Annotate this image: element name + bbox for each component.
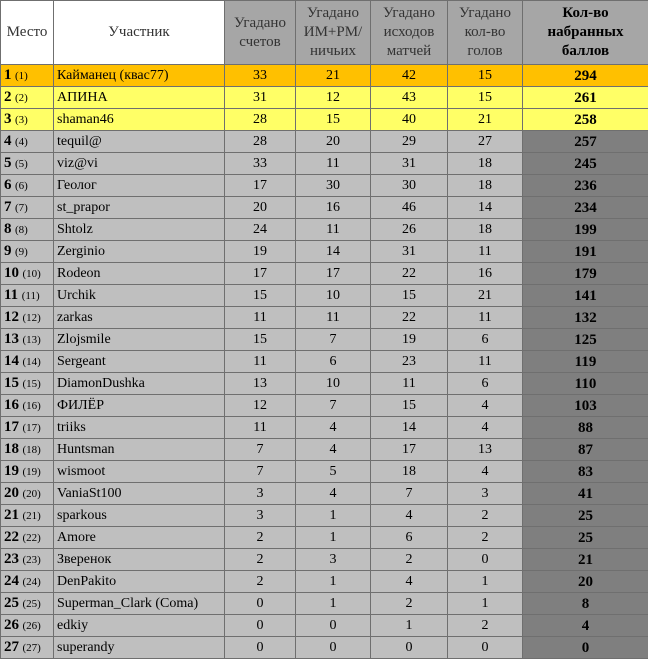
im-rm-draws-cell: 7 bbox=[296, 395, 371, 417]
goals-cell: 4 bbox=[448, 395, 523, 417]
scores-cell: 12 bbox=[225, 395, 296, 417]
place-cell bbox=[1, 285, 54, 307]
total-points-cell: 261 bbox=[523, 87, 648, 109]
scores-cell: 28 bbox=[225, 131, 296, 153]
outcomes-cell: 26 bbox=[371, 219, 448, 241]
participant-name: shaman46 bbox=[54, 109, 225, 131]
table-row bbox=[1, 109, 648, 131]
goals-cell: 21 bbox=[448, 285, 523, 307]
participant-name: edkiy bbox=[54, 615, 225, 637]
place-number: 12 bbox=[4, 309, 19, 325]
im-rm-draws-cell: 0 bbox=[296, 637, 371, 659]
previous-place: (15) bbox=[23, 378, 41, 390]
header-goals-text: Угадано кол-во голов bbox=[448, 4, 522, 61]
previous-place: (5) bbox=[15, 158, 28, 170]
previous-place: (23) bbox=[23, 554, 41, 566]
place-number: 2 bbox=[4, 89, 12, 105]
table-row bbox=[1, 571, 648, 593]
outcomes-cell: 46 bbox=[371, 197, 448, 219]
previous-place: (8) bbox=[15, 224, 28, 236]
participant-name: Rodeon bbox=[54, 263, 225, 285]
header-row bbox=[1, 1, 648, 65]
place-number: 20 bbox=[4, 485, 19, 501]
table-row bbox=[1, 219, 648, 241]
place-cell bbox=[1, 307, 54, 329]
place-cell bbox=[1, 109, 54, 131]
outcomes-cell: 4 bbox=[371, 505, 448, 527]
im-rm-draws-cell: 16 bbox=[296, 197, 371, 219]
im-rm-draws-cell: 6 bbox=[296, 351, 371, 373]
total-points-cell: 245 bbox=[523, 153, 648, 175]
goals-cell: 15 bbox=[448, 65, 523, 87]
participant-name: triiks bbox=[54, 417, 225, 439]
header-im-rm-draws bbox=[296, 1, 371, 65]
total-points-cell: 20 bbox=[523, 571, 648, 593]
previous-place: (9) bbox=[15, 246, 28, 258]
total-points-cell: 258 bbox=[523, 109, 648, 131]
participant-name: Кайманец (квас77) bbox=[54, 65, 225, 87]
im-rm-draws-cell: 10 bbox=[296, 285, 371, 307]
goals-cell: 6 bbox=[448, 373, 523, 395]
total-points-cell: 257 bbox=[523, 131, 648, 153]
outcomes-cell: 30 bbox=[371, 175, 448, 197]
participant-name: Urchik bbox=[54, 285, 225, 307]
scores-cell: 2 bbox=[225, 527, 296, 549]
scores-cell: 3 bbox=[225, 505, 296, 527]
previous-place: (19) bbox=[23, 466, 41, 478]
previous-place: (6) bbox=[15, 180, 28, 192]
table-row bbox=[1, 87, 648, 109]
previous-place: (21) bbox=[23, 510, 41, 522]
total-points-cell: 125 bbox=[523, 329, 648, 351]
participant-name: sparkous bbox=[54, 505, 225, 527]
im-rm-draws-cell: 4 bbox=[296, 417, 371, 439]
participant-name: Shtolz bbox=[54, 219, 225, 241]
table-row bbox=[1, 65, 648, 87]
place-cell bbox=[1, 65, 54, 87]
goals-cell: 2 bbox=[448, 615, 523, 637]
table-row bbox=[1, 395, 648, 417]
place-cell bbox=[1, 637, 54, 659]
total-points-cell: 179 bbox=[523, 263, 648, 285]
total-points-cell: 25 bbox=[523, 527, 648, 549]
participant-name: viz@vi bbox=[54, 153, 225, 175]
place-number: 6 bbox=[4, 177, 12, 193]
table-row bbox=[1, 549, 648, 571]
total-points-cell: 236 bbox=[523, 175, 648, 197]
participant-name: DenPakito bbox=[54, 571, 225, 593]
scores-cell: 28 bbox=[225, 109, 296, 131]
place-number: 16 bbox=[4, 397, 19, 413]
im-rm-draws-cell: 5 bbox=[296, 461, 371, 483]
goals-cell: 3 bbox=[448, 483, 523, 505]
header-outcomes bbox=[371, 1, 448, 65]
table-row bbox=[1, 307, 648, 329]
im-rm-draws-cell: 3 bbox=[296, 549, 371, 571]
header-goals bbox=[448, 1, 523, 65]
previous-place: (25) bbox=[23, 598, 41, 610]
place-number: 21 bbox=[4, 507, 19, 523]
table-row bbox=[1, 615, 648, 637]
previous-place: (1) bbox=[15, 70, 28, 82]
header-outcomes-text: Угадано исходов матчей bbox=[371, 4, 447, 61]
table-row bbox=[1, 505, 648, 527]
scores-cell: 15 bbox=[225, 329, 296, 351]
outcomes-cell: 29 bbox=[371, 131, 448, 153]
place-cell bbox=[1, 549, 54, 571]
previous-place: (16) bbox=[23, 400, 41, 412]
place-cell bbox=[1, 87, 54, 109]
place-cell bbox=[1, 175, 54, 197]
total-points-cell: 83 bbox=[523, 461, 648, 483]
place-number: 11 bbox=[4, 287, 18, 303]
participant-name: DiamonDushka bbox=[54, 373, 225, 395]
place-cell bbox=[1, 351, 54, 373]
outcomes-cell: 6 bbox=[371, 527, 448, 549]
place-cell bbox=[1, 395, 54, 417]
place-cell bbox=[1, 571, 54, 593]
im-rm-draws-cell: 11 bbox=[296, 219, 371, 241]
participant-name: Superman_Clark (Coma) bbox=[54, 593, 225, 615]
place-cell bbox=[1, 417, 54, 439]
outcomes-cell: 2 bbox=[371, 549, 448, 571]
place-cell bbox=[1, 329, 54, 351]
table-row bbox=[1, 527, 648, 549]
place-number: 1 bbox=[4, 67, 12, 83]
previous-place: (18) bbox=[23, 444, 41, 456]
goals-cell: 21 bbox=[448, 109, 523, 131]
total-points-cell: 141 bbox=[523, 285, 648, 307]
place-cell bbox=[1, 615, 54, 637]
scores-cell: 11 bbox=[225, 307, 296, 329]
previous-place: (12) bbox=[23, 312, 41, 324]
scores-cell: 7 bbox=[225, 439, 296, 461]
im-rm-draws-cell: 0 bbox=[296, 615, 371, 637]
table-row bbox=[1, 483, 648, 505]
table-row bbox=[1, 175, 648, 197]
table-row bbox=[1, 241, 648, 263]
im-rm-draws-cell: 4 bbox=[296, 483, 371, 505]
scores-cell: 19 bbox=[225, 241, 296, 263]
place-number: 13 bbox=[4, 331, 19, 347]
im-rm-draws-cell: 15 bbox=[296, 109, 371, 131]
outcomes-cell: 7 bbox=[371, 483, 448, 505]
im-rm-draws-cell: 17 bbox=[296, 263, 371, 285]
outcomes-cell: 14 bbox=[371, 417, 448, 439]
im-rm-draws-cell: 1 bbox=[296, 527, 371, 549]
total-points-cell: 199 bbox=[523, 219, 648, 241]
header-total-text: Кол-во набранных баллов bbox=[523, 4, 648, 61]
im-rm-draws-cell: 1 bbox=[296, 571, 371, 593]
scores-cell: 0 bbox=[225, 593, 296, 615]
previous-place: (11) bbox=[22, 290, 40, 302]
outcomes-cell: 23 bbox=[371, 351, 448, 373]
outcomes-cell: 4 bbox=[371, 571, 448, 593]
goals-cell: 14 bbox=[448, 197, 523, 219]
place-cell bbox=[1, 219, 54, 241]
participant-name: АПИНА bbox=[54, 87, 225, 109]
im-rm-draws-cell: 20 bbox=[296, 131, 371, 153]
participant-name: superandy bbox=[54, 637, 225, 659]
goals-cell: 16 bbox=[448, 263, 523, 285]
scores-cell: 13 bbox=[225, 373, 296, 395]
place-cell bbox=[1, 241, 54, 263]
place-number: 25 bbox=[4, 595, 19, 611]
total-points-cell: 132 bbox=[523, 307, 648, 329]
previous-place: (10) bbox=[23, 268, 41, 280]
previous-place: (20) bbox=[23, 488, 41, 500]
im-rm-draws-cell: 14 bbox=[296, 241, 371, 263]
place-number: 18 bbox=[4, 441, 19, 457]
place-cell bbox=[1, 505, 54, 527]
place-number: 27 bbox=[4, 639, 19, 655]
goals-cell: 27 bbox=[448, 131, 523, 153]
scores-cell: 24 bbox=[225, 219, 296, 241]
place-cell bbox=[1, 439, 54, 461]
participant-name: zarkas bbox=[54, 307, 225, 329]
place-number: 26 bbox=[4, 617, 19, 633]
total-points-cell: 103 bbox=[523, 395, 648, 417]
goals-cell: 4 bbox=[448, 461, 523, 483]
place-cell bbox=[1, 373, 54, 395]
table-row bbox=[1, 439, 648, 461]
header-scores bbox=[225, 1, 296, 65]
place-number: 15 bbox=[4, 375, 19, 391]
place-cell bbox=[1, 263, 54, 285]
place-number: 10 bbox=[4, 265, 19, 281]
total-points-cell: 0 bbox=[523, 637, 648, 659]
place-number: 9 bbox=[4, 243, 12, 259]
scores-cell: 17 bbox=[225, 263, 296, 285]
participant-name: Huntsman bbox=[54, 439, 225, 461]
goals-cell: 4 bbox=[448, 417, 523, 439]
place-cell bbox=[1, 593, 54, 615]
total-points-cell: 8 bbox=[523, 593, 648, 615]
im-rm-draws-cell: 11 bbox=[296, 307, 371, 329]
total-points-cell: 191 bbox=[523, 241, 648, 263]
previous-place: (24) bbox=[23, 576, 41, 588]
table-row bbox=[1, 197, 648, 219]
goals-cell: 0 bbox=[448, 549, 523, 571]
scores-cell: 3 bbox=[225, 483, 296, 505]
place-number: 14 bbox=[4, 353, 19, 369]
place-cell bbox=[1, 153, 54, 175]
goals-cell: 1 bbox=[448, 593, 523, 615]
goals-cell: 2 bbox=[448, 527, 523, 549]
goals-cell: 18 bbox=[448, 175, 523, 197]
scores-cell: 15 bbox=[225, 285, 296, 307]
goals-cell: 13 bbox=[448, 439, 523, 461]
place-number: 3 bbox=[4, 111, 12, 127]
goals-cell: 18 bbox=[448, 153, 523, 175]
participant-name: Зверенок bbox=[54, 549, 225, 571]
previous-place: (27) bbox=[23, 642, 41, 654]
header-total bbox=[523, 1, 648, 65]
participant-name: wismoot bbox=[54, 461, 225, 483]
outcomes-cell: 19 bbox=[371, 329, 448, 351]
place-cell bbox=[1, 131, 54, 153]
participant-name: tequil@ bbox=[54, 131, 225, 153]
participant-name: Геолог bbox=[54, 175, 225, 197]
scores-cell: 33 bbox=[225, 153, 296, 175]
goals-cell: 18 bbox=[448, 219, 523, 241]
im-rm-draws-cell: 1 bbox=[296, 593, 371, 615]
total-points-cell: 294 bbox=[523, 65, 648, 87]
outcomes-cell: 22 bbox=[371, 263, 448, 285]
goals-cell: 15 bbox=[448, 87, 523, 109]
place-cell bbox=[1, 197, 54, 219]
outcomes-cell: 22 bbox=[371, 307, 448, 329]
total-points-cell: 234 bbox=[523, 197, 648, 219]
outcomes-cell: 1 bbox=[371, 615, 448, 637]
outcomes-cell: 15 bbox=[371, 285, 448, 307]
total-points-cell: 41 bbox=[523, 483, 648, 505]
table-row bbox=[1, 131, 648, 153]
previous-place: (17) bbox=[23, 422, 41, 434]
outcomes-cell: 31 bbox=[371, 241, 448, 263]
participant-name: Sergeant bbox=[54, 351, 225, 373]
previous-place: (2) bbox=[15, 92, 28, 104]
previous-place: (3) bbox=[15, 114, 28, 126]
previous-place: (13) bbox=[23, 334, 41, 346]
scores-cell: 2 bbox=[225, 571, 296, 593]
total-points-cell: 25 bbox=[523, 505, 648, 527]
participant-name: ФИЛЁР bbox=[54, 395, 225, 417]
goals-cell: 2 bbox=[448, 505, 523, 527]
im-rm-draws-cell: 7 bbox=[296, 329, 371, 351]
outcomes-cell: 0 bbox=[371, 637, 448, 659]
outcomes-cell: 31 bbox=[371, 153, 448, 175]
outcomes-cell: 18 bbox=[371, 461, 448, 483]
scores-cell: 11 bbox=[225, 351, 296, 373]
im-rm-draws-cell: 12 bbox=[296, 87, 371, 109]
previous-place: (4) bbox=[15, 136, 28, 148]
total-points-cell: 110 bbox=[523, 373, 648, 395]
participant-name: st_prapor bbox=[54, 197, 225, 219]
goals-cell: 1 bbox=[448, 571, 523, 593]
table-row bbox=[1, 263, 648, 285]
outcomes-cell: 17 bbox=[371, 439, 448, 461]
place-number: 7 bbox=[4, 199, 12, 215]
header-im-rm-draws-text: Угадано ИМ+РМ/ ничьих bbox=[296, 4, 370, 61]
previous-place: (26) bbox=[23, 620, 41, 632]
scores-cell: 33 bbox=[225, 65, 296, 87]
table-row bbox=[1, 417, 648, 439]
place-number: 17 bbox=[4, 419, 19, 435]
outcomes-cell: 40 bbox=[371, 109, 448, 131]
total-points-cell: 88 bbox=[523, 417, 648, 439]
total-points-cell: 87 bbox=[523, 439, 648, 461]
scores-cell: 0 bbox=[225, 615, 296, 637]
outcomes-cell: 11 bbox=[371, 373, 448, 395]
im-rm-draws-cell: 10 bbox=[296, 373, 371, 395]
place-number: 4 bbox=[4, 133, 12, 149]
scores-cell: 20 bbox=[225, 197, 296, 219]
total-points-cell: 4 bbox=[523, 615, 648, 637]
place-cell bbox=[1, 461, 54, 483]
place-number: 22 bbox=[4, 529, 19, 545]
participant-name: Zerginio bbox=[54, 241, 225, 263]
place-number: 8 bbox=[4, 221, 12, 237]
im-rm-draws-cell: 1 bbox=[296, 505, 371, 527]
table-row bbox=[1, 461, 648, 483]
table-row bbox=[1, 373, 648, 395]
goals-cell: 11 bbox=[448, 351, 523, 373]
previous-place: (22) bbox=[23, 532, 41, 544]
place-number: 5 bbox=[4, 155, 12, 171]
participant-name: Amore bbox=[54, 527, 225, 549]
header-scores-text: Угадано счетов bbox=[225, 14, 295, 52]
scores-cell: 31 bbox=[225, 87, 296, 109]
place-number: 19 bbox=[4, 463, 19, 479]
goals-cell: 11 bbox=[448, 241, 523, 263]
place-number: 23 bbox=[4, 551, 19, 567]
im-rm-draws-cell: 4 bbox=[296, 439, 371, 461]
participant-name: VaniaSt100 bbox=[54, 483, 225, 505]
previous-place: (14) bbox=[23, 356, 41, 368]
outcomes-cell: 42 bbox=[371, 65, 448, 87]
place-cell bbox=[1, 483, 54, 505]
total-points-cell: 21 bbox=[523, 549, 648, 571]
scores-cell: 11 bbox=[225, 417, 296, 439]
outcomes-cell: 43 bbox=[371, 87, 448, 109]
participant-name: Zlojsmile bbox=[54, 329, 225, 351]
scores-cell: 2 bbox=[225, 549, 296, 571]
im-rm-draws-cell: 21 bbox=[296, 65, 371, 87]
scores-cell: 17 bbox=[225, 175, 296, 197]
goals-cell: 6 bbox=[448, 329, 523, 351]
im-rm-draws-cell: 11 bbox=[296, 153, 371, 175]
total-points-cell: 119 bbox=[523, 351, 648, 373]
outcomes-cell: 2 bbox=[371, 593, 448, 615]
standings-body bbox=[1, 65, 648, 659]
table-row bbox=[1, 593, 648, 615]
place-cell bbox=[1, 527, 54, 549]
goals-cell: 11 bbox=[448, 307, 523, 329]
header-participant: Участник bbox=[54, 1, 225, 65]
table-row bbox=[1, 637, 648, 659]
scores-cell: 7 bbox=[225, 461, 296, 483]
goals-cell: 0 bbox=[448, 637, 523, 659]
place-number: 24 bbox=[4, 573, 19, 589]
table-row bbox=[1, 153, 648, 175]
table-row bbox=[1, 329, 648, 351]
scores-cell: 0 bbox=[225, 637, 296, 659]
header-place: Место bbox=[1, 1, 54, 65]
previous-place: (7) bbox=[15, 202, 28, 214]
table-row bbox=[1, 285, 648, 307]
table-row bbox=[1, 351, 648, 373]
outcomes-cell: 15 bbox=[371, 395, 448, 417]
im-rm-draws-cell: 30 bbox=[296, 175, 371, 197]
